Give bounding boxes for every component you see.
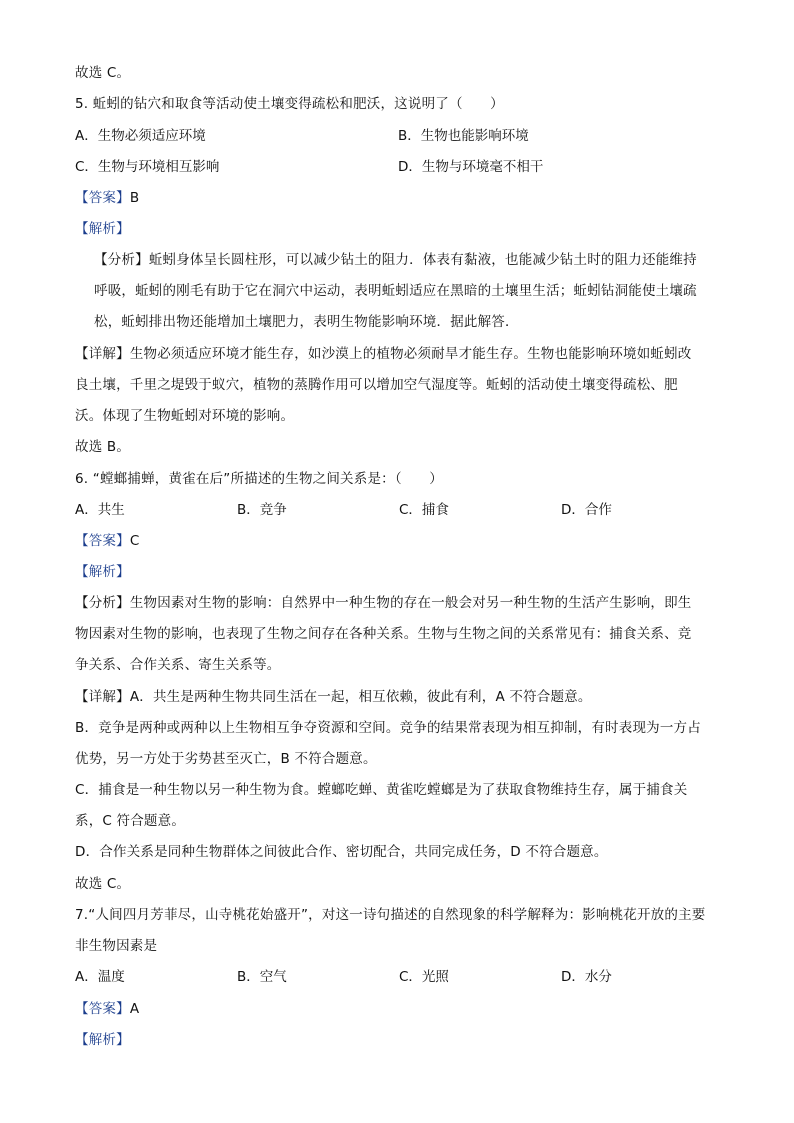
q5-option-a: A．生物必须适应环境	[75, 128, 206, 144]
q6-answer-line	[75, 532, 139, 550]
q7-question-line-1: 7.“人间四月芳菲尽，山寺桃花始盛开”，对这一诗句描述的自然现象的科学解释为：影响桃花开放的主要	[75, 907, 706, 923]
q6-detail-line-2: B．竞争是两种或两种以上生物相互争夺资源和空间。竞争的结果常表现为相互抑制，有时表现为一方占	[75, 720, 701, 736]
q6-detail-line-5: 系，C 符合题意。	[75, 813, 186, 829]
answer-tag: 【答案】	[75, 190, 130, 206]
q7-option-b: B．空气	[237, 969, 287, 985]
q5-question: 5. 蚯蚓的钻穴和取食等活动使土壤变得疏松和肥沃，这说明了（ ）	[75, 96, 504, 112]
q6-analysis-line-3: 争关系、合作关系、寄生关系等。	[75, 657, 281, 673]
q4-conclusion: 故选 C。	[75, 65, 131, 81]
q6-detail-line-4: C．捕食是一种生物以另一种生物为食。螳螂吃蝉、黄雀吃螳螂是为了获取食物维持生存，属于捕食关	[75, 782, 688, 798]
q6-detail-line-6: D．合作关系是同种生物群体之间彼此合作、密切配合，共同完成任务，D 不符合题意。	[75, 844, 608, 860]
q6-analysis-text-1: 生物因素对生物的影响：自然界中一种生物的存在一般会对另一种生物的生活产生影响，即生	[129, 595, 692, 611]
q6-detail-text-1: A．共生是两种生物共同生活在一起，相互依赖，彼此有利，A 不符合题意。	[129, 689, 592, 705]
explain-tag: 【解析】	[75, 564, 130, 580]
q5-analysis-line-2: 呼吸，蚯蚓的刚毛有助于它在洞穴中运动，表明蚯蚓适应在黑暗的土壤里生活；蚯蚓钻洞能使土壤疏	[94, 283, 697, 299]
explain-tag: 【解析】	[75, 1032, 130, 1048]
q5-detail-line-1	[75, 345, 692, 363]
answer-tag: 【答案】	[75, 533, 130, 549]
q7-option-a: A．温度	[75, 969, 125, 985]
q5-option-d: D．生物与环境毫不相干	[398, 159, 544, 175]
q6-analysis-line-1	[75, 594, 692, 612]
q5-analysis-text-1: 蚯蚓身体呈长圆柱形，可以减少钻土的阻力．体表有黏液，也能减少钻土时的阻力还能维持	[148, 252, 697, 268]
q5-option-c: C．生物与环境相互影响	[75, 159, 220, 175]
q5-option-b: B．生物也能影响环境	[398, 128, 529, 144]
q5-answer-line	[75, 189, 139, 207]
q7-answer-line	[75, 1000, 139, 1018]
q5-answer: B	[129, 190, 140, 206]
q5-explain-tag	[75, 220, 130, 238]
q6-option-b: B．竞争	[237, 502, 287, 518]
q5-detail-line-3: 沃。体现了生物蚯蚓对环境的影响。	[75, 408, 295, 424]
q7-answer: A	[129, 1001, 140, 1017]
q7-option-d: D．水分	[561, 969, 612, 985]
answer-tag: 【答案】	[75, 1001, 130, 1017]
analysis-tag: 【分析】	[75, 595, 130, 611]
q7-question-line-2: 非生物因素是	[75, 938, 158, 954]
q6-analysis-line-2: 物因素对生物的影响，也表现了生物之间存在各种关系。生物与生物之间的关系常见有：捕食关系、竞	[75, 626, 692, 642]
q7-option-c: C．光照	[399, 969, 449, 985]
detail-tag: 【详解】	[75, 689, 130, 705]
q6-explain-tag	[75, 563, 130, 581]
q5-analysis-line-3: 松，蚯蚓排出物还能增加土壤肥力，表明生物能影响环境．据此解答．	[94, 314, 519, 330]
detail-tag: 【详解】	[75, 346, 130, 362]
q6-option-d: D．合作	[561, 502, 612, 518]
q6-option-a: A．共生	[75, 502, 125, 518]
q6-detail-line-3: 优势，另一方处于劣势甚至灭亡，B 不符合题意。	[75, 751, 377, 767]
analysis-tag: 【分析】	[94, 252, 149, 268]
q6-option-c: C．捕食	[399, 502, 449, 518]
q5-conclusion: 故选 B。	[75, 439, 131, 455]
explain-tag: 【解析】	[75, 221, 130, 237]
q7-explain-tag	[75, 1031, 130, 1049]
q6-detail-line-1	[75, 688, 592, 706]
q5-detail-text-1: 生物必须适应环境才能生存，如沙漠上的植物必须耐旱才能生存。生物也能影响环境如蚯蚓改	[129, 346, 692, 362]
q5-analysis-line-1	[94, 251, 697, 269]
q6-question: 6. “螳螂捕蝉，黄雀在后”所描述的生物之间关系是：（ ）	[75, 471, 443, 487]
q6-conclusion: 故选 C。	[75, 876, 131, 892]
q6-answer: C	[129, 533, 140, 549]
q5-detail-line-2: 良土壤，千里之堤毁于蚁穴，植物的蒸腾作用可以增加空气湿度等。蚯蚓的活动使土壤变得疏松、肥	[75, 377, 678, 393]
